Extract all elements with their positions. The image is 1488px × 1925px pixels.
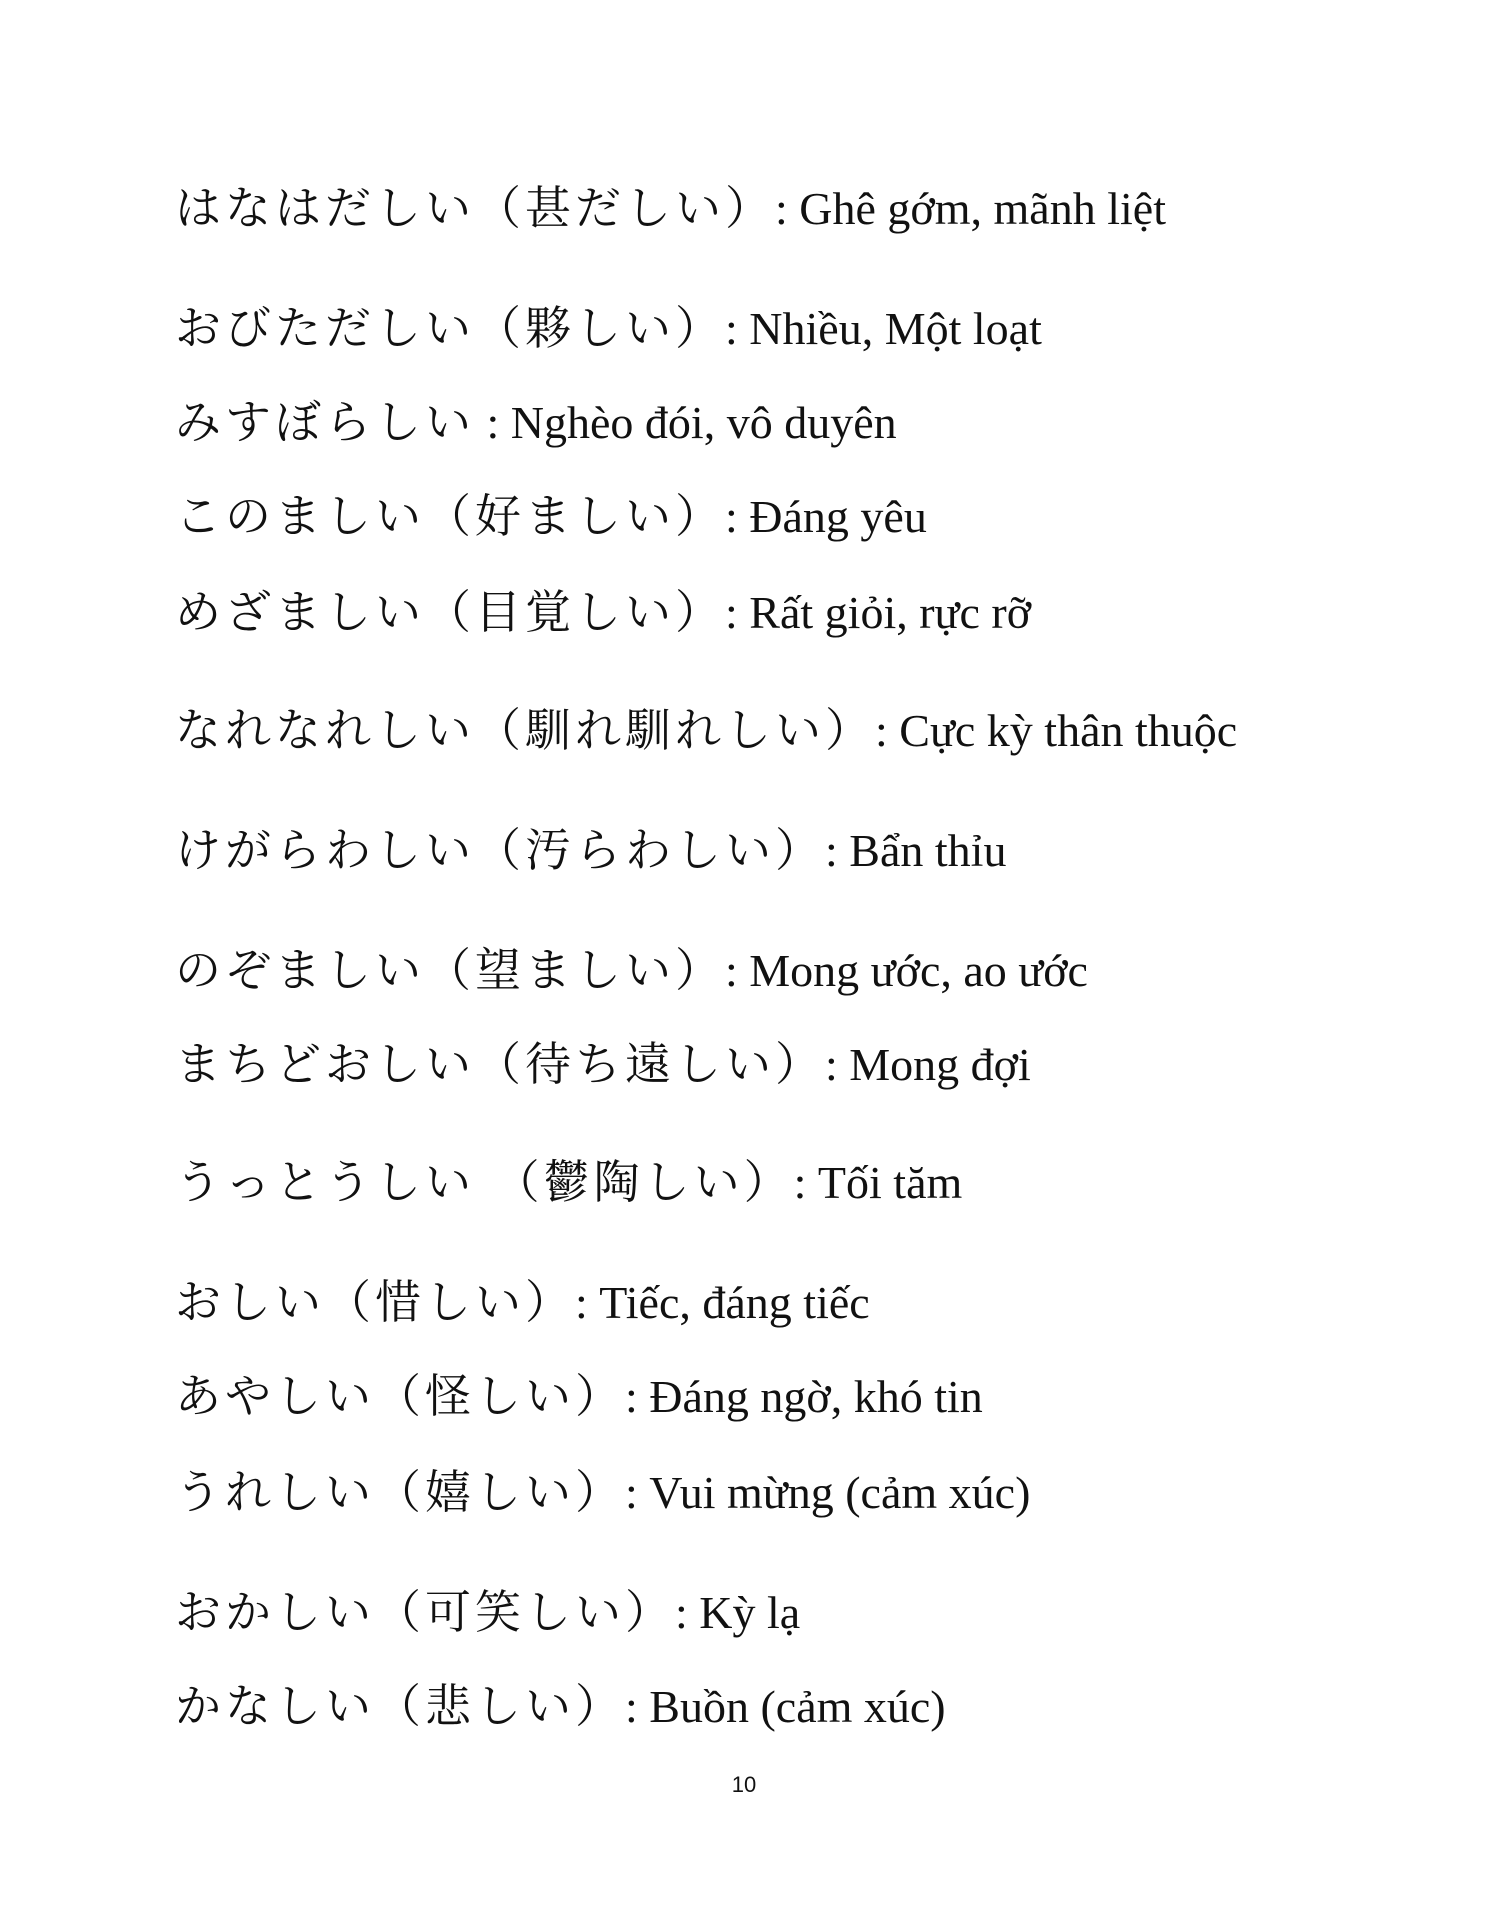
- vietnamese-meaning: : Nghèo đói, vô duyên: [475, 397, 897, 448]
- vietnamese-meaning: : Vui mừng (cảm xúc): [625, 1467, 1031, 1518]
- vocab-entry: [175, 1584, 800, 1641]
- vietnamese-meaning: : Đáng yêu: [725, 491, 927, 542]
- japanese-term: おびただしい（夥しい）: [175, 301, 725, 355]
- japanese-term: なれなれしい（馴れ馴れしい）: [175, 703, 875, 757]
- vietnamese-meaning: : Tối tăm: [793, 1157, 963, 1208]
- japanese-term: かなしい（悲しい）: [175, 1679, 625, 1733]
- vietnamese-meaning: : Rất giỏi, rực rỡ: [725, 587, 1032, 638]
- japanese-term: まちどおしい（待ち遠しい）: [175, 1037, 825, 1091]
- japanese-term: のぞましい（望ましい）: [175, 943, 725, 997]
- vietnamese-meaning: : Bẩn thỉu: [825, 825, 1007, 876]
- vietnamese-meaning: : Kỳ lạ: [675, 1587, 801, 1638]
- japanese-term: おかしい（可笑しい）: [175, 1585, 675, 1639]
- page-number: 10: [731, 1772, 757, 1797]
- japanese-term: めざましい（目覚しい）: [175, 585, 725, 639]
- vocab-entry: [175, 584, 1031, 641]
- vietnamese-meaning: : Mong đợi: [825, 1039, 1031, 1090]
- japanese-term: あやしい（怪しい）: [175, 1369, 625, 1423]
- vocab-entry: [175, 488, 927, 545]
- vietnamese-meaning: : Tiếc, đáng tiếc: [575, 1277, 870, 1328]
- vocab-entry: [175, 180, 1166, 237]
- japanese-term: このましい（好ましい）: [175, 489, 725, 543]
- japanese-term: はなはだしい（甚だしい）: [175, 181, 775, 235]
- vietnamese-meaning: : Cực kỳ thân thuộc: [875, 705, 1238, 756]
- japanese-term: うっとうしい （鬱陶しい）: [175, 1155, 794, 1209]
- vocab-entry: [175, 1036, 1031, 1093]
- vocab-entry: [175, 1368, 983, 1425]
- vietnamese-meaning: : Mong ước, ao ước: [725, 945, 1088, 996]
- vocab-entry: [175, 822, 1006, 879]
- vocab-entry: [175, 942, 1088, 999]
- japanese-term: けがらわしい（汚らわしい）: [175, 823, 825, 877]
- vocab-entry: [175, 1678, 946, 1735]
- japanese-term: みすぼらしい: [175, 395, 475, 449]
- vocab-entry: [175, 300, 1042, 357]
- vietnamese-meaning: : Buồn (cảm xúc): [625, 1681, 946, 1732]
- japanese-term: うれしい（嬉しい）: [175, 1465, 625, 1519]
- vocab-entry: [175, 1464, 1030, 1521]
- japanese-term: おしい（惜しい）: [175, 1275, 575, 1329]
- vietnamese-meaning: : Đáng ngờ, khó tin: [625, 1371, 983, 1422]
- vocab-entry: [175, 1274, 870, 1331]
- vietnamese-meaning: : Nhiều, Một loạt: [725, 303, 1042, 354]
- vocab-entry: [175, 1154, 962, 1211]
- vocab-entry: [175, 394, 897, 451]
- vocab-entry: [175, 702, 1237, 759]
- vietnamese-meaning: : Ghê gớm, mãnh liệt: [775, 183, 1166, 234]
